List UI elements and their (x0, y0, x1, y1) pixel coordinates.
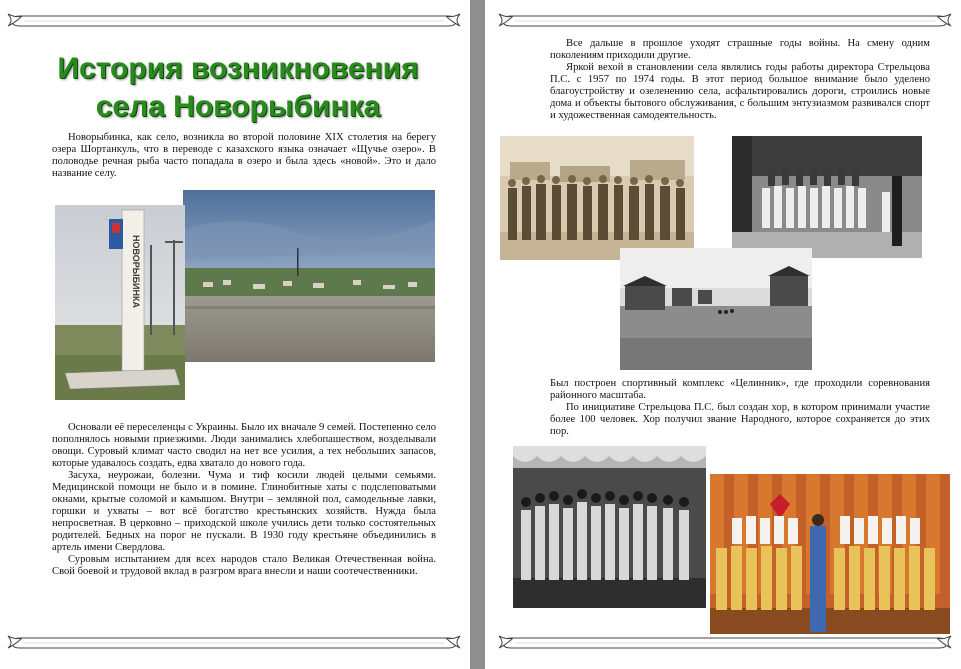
paragraph: Новорыбинка, как село, возникла во второй половине XIX столетия на берегу озера Шортанкуль, что в переводе с казахского языка означает «Щучье озеро». В половодье речная рыба часто попадала в озеро и была здесь «новой». Это и дало название селу. (52, 132, 436, 179)
athletes-sepia-photo (500, 136, 694, 260)
left-page (0, 0, 470, 669)
history-text (52, 422, 436, 578)
scroll-border-bottom (6, 632, 462, 654)
choir-bw-photo (732, 136, 922, 258)
choir-color-photo (710, 474, 950, 634)
paragraph: Был построен спортивный комплекс «Целинник», где проходили соревнования районного масштаба. (550, 378, 930, 401)
paragraph: Суровым испытанием для всех народов стало Великая Отечественная война. Свой боевой и трудовой вклад в разгром врага внесли и наши соотечественники. (52, 554, 436, 577)
buildings-bw-photo (620, 248, 812, 370)
scroll-border-top (6, 10, 462, 32)
scroll-border-top (497, 10, 953, 32)
paragraph: По инициативе Стрельцова П.С. был создан хор, в котором принимали участие более 100 человек. Хор получил звание Народного, которое сохраняется до этих пор. (550, 402, 930, 437)
paragraph: Яркой вехой в становлении села являлись годы работы директора Стрельцова П.С. с 1957 по 1974 годы. В этот период большое внимание было уделено благоустройству и озеленению села, асфальтировались дороги, строились новые дома и объекты бытового обслуживания, с большим энтузиазмом развивался спорт и художественная самодеятельность. (550, 62, 930, 121)
scroll-border-bottom (497, 632, 953, 654)
era-text (550, 38, 930, 122)
paragraph: Засуха, неурожаи, болезни. Чума и тиф косили людей целыми семьями. Медицинской помощи не было и в помине. Глинобитные хаты с подслеповатыми окнами, крытые соломой и камышом. Внутри – земляной пол, самодельные лавки, горшки и ухваты – вот всё богатство крестьянских хозяйств. Нужда была непросветная. В церковно – приходской школе учились дети только состоятельных родителей. Бедных на порог не пускали. В 1930 году крестьяне объединились в артель имени Свердлова. (52, 470, 436, 553)
paragraph: Все дальше в прошлое уходят страшные годы войны. На смену одним поколениям приходили другие. (550, 38, 930, 61)
sport-choir-text (550, 378, 930, 438)
page-title (28, 50, 448, 126)
village-landscape-photo (183, 190, 435, 362)
right-page (485, 0, 961, 669)
intro-text (52, 132, 436, 180)
village-sign-photo (55, 205, 185, 400)
women-choir-bw-photo (513, 446, 706, 608)
sign-text: НОВОРЫБИНКА (131, 235, 141, 309)
title-line-1: История возникновения (57, 52, 419, 85)
paragraph: Основали её переселенцы с Украины. Было их вначале 9 семей. Постепенно село пополнялось новыми приезжими. Люди занимались хлебопашеством, возделывали овощи. Суровый климат часто сводил на нет все усилия, а тех небольших запасов, которые удавалось создать, едва хватало до нового года. (52, 422, 436, 469)
title-line-2: села Новорыбинка (95, 90, 381, 123)
